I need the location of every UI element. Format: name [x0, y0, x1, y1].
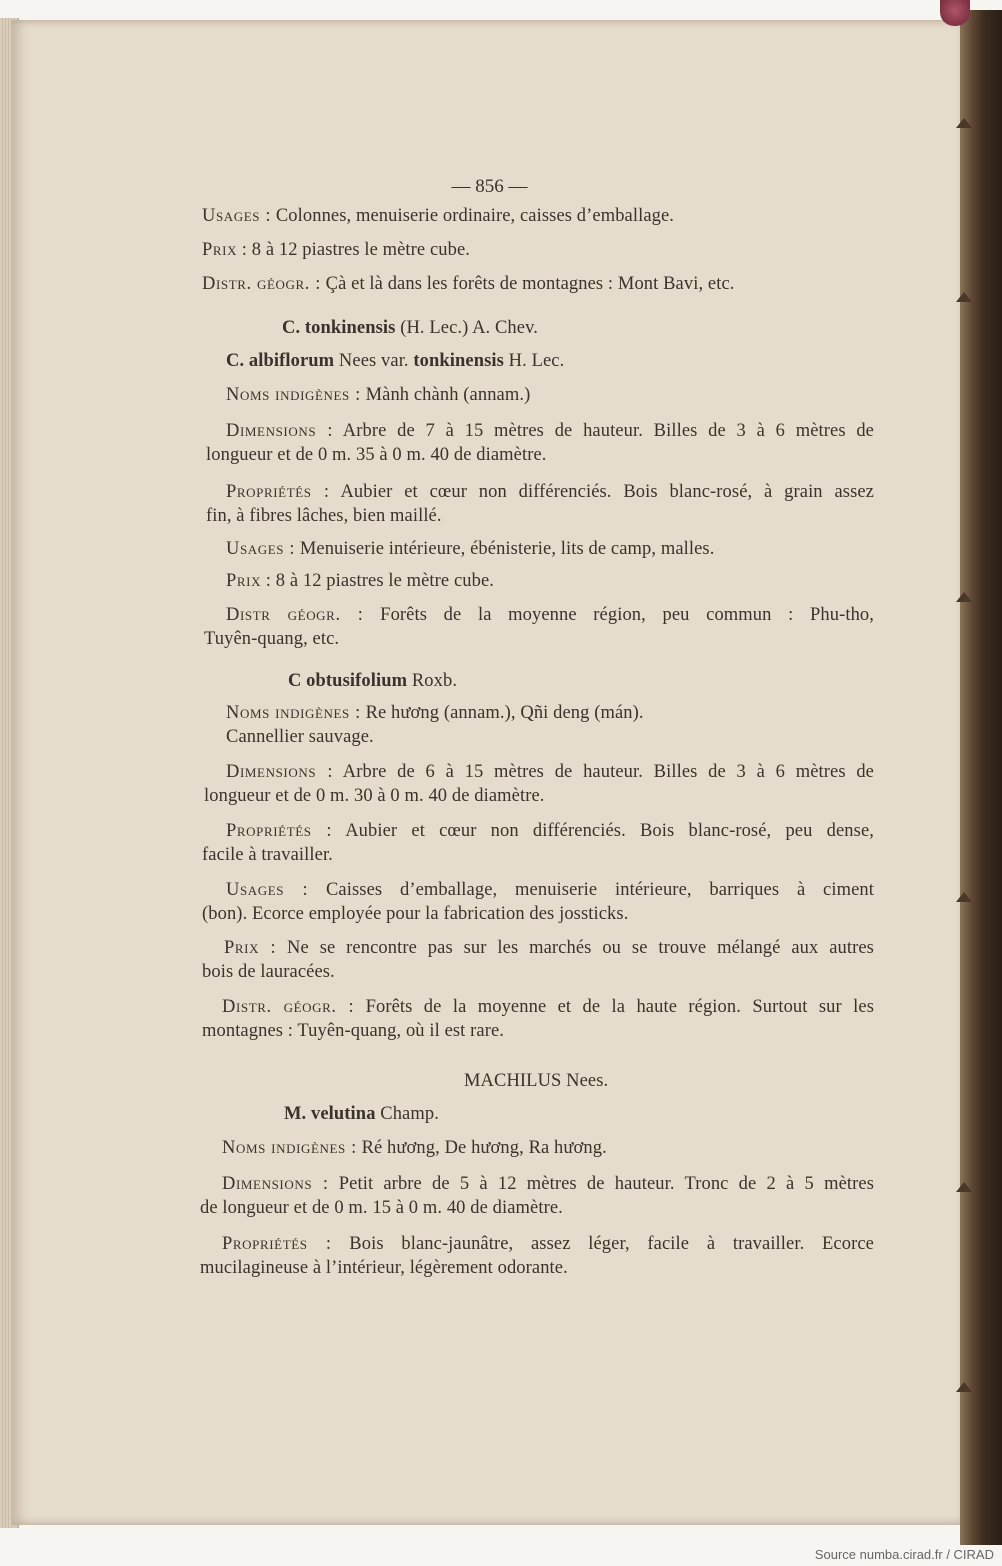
text-line: Prix : 8 à 12 piastres le mètre cube.: [202, 240, 471, 260]
species-heading: M. velutina Champ.: [284, 1104, 439, 1124]
book-page: [12, 20, 967, 1525]
book-spine: [960, 10, 1002, 1545]
text-line: longueur et de 0 m. 35 à 0 m. 40 de diamètre.: [206, 445, 547, 465]
text-line: Propriétés : Aubier et cœur non différenciés. Bois blanc-rosé, à grain assez: [226, 482, 874, 502]
ribbon-bookmark: [940, 0, 970, 26]
page-number: — 856 —: [451, 176, 528, 197]
tab-notch: [956, 892, 972, 902]
text-line: Usages : Menuiserie intérieure, ébénisterie, lits de camp, malles.: [226, 539, 715, 559]
tab-notch: [956, 592, 972, 602]
text-line: Tuyên-quang, etc.: [204, 629, 340, 649]
text-line: montagnes : Tuyên-quang, où il est rare.: [202, 1021, 505, 1041]
source-credit: Source numba.cirad.fr / CIRAD: [814, 1547, 994, 1562]
tab-notch: [956, 1382, 972, 1392]
text-line: Usages : Caisses d’emballage, menuiserie intérieure, barriques à ciment: [226, 880, 874, 900]
text-line: Distr. géogr. : Forêts de la moyenne et de la haute région. Surtout sur les: [222, 997, 874, 1017]
text-line: Noms indigènes : Ré hương, De hương, Ra hương.: [222, 1138, 607, 1158]
text-line: (bon). Ecorce employée pour la fabrication des jossticks.: [202, 904, 629, 924]
text-line: bois de lauracées.: [202, 962, 335, 982]
text-line: Dimensions : Arbre de 6 à 15 mètres de hauteur. Billes de 3 à 6 mètres de: [226, 762, 874, 782]
text-line: longueur et de 0 m. 30 à 0 m. 40 de diamètre.: [204, 786, 545, 806]
text-line: fin, à fibres lâches, bien maillé.: [206, 506, 442, 526]
species-heading: C. tonkinensis (H. Lec.) A. Chev.: [282, 318, 538, 338]
text-line: Propriétés : Aubier et cœur non différenciés. Bois blanc-rosé, peu dense,: [226, 821, 874, 841]
text-line: facile à travailler.: [202, 845, 333, 865]
text-line: Noms indigènes : Re hương (annam.), Qñi deng (mán).: [226, 703, 644, 723]
tab-notch: [956, 118, 972, 128]
text-line: Cannellier sauvage.: [226, 727, 374, 747]
text-line: Propriétés : Bois blanc-jaunâtre, assez léger, facile à travailler. Ecorce: [222, 1234, 874, 1254]
text-line: Prix : 8 à 12 piastres le mètre cube.: [226, 571, 495, 591]
text-line: Distr. géogr. : Çà et là dans les forêts de montagnes : Mont Bavi, etc.: [202, 274, 735, 294]
species-synonym: C. albiflorum Nees var. tonkinensis H. Lec.: [226, 351, 565, 371]
text-line: Dimensions : Petit arbre de 5 à 12 mètres de hauteur. Tronc de 2 à 5 mètres: [222, 1174, 874, 1194]
text-line: mucilagineuse à l’intérieur, légèrement odorante.: [200, 1258, 568, 1278]
tab-notch: [956, 292, 972, 302]
text-line: Usages : Colonnes, menuiserie ordinaire, caisses d’emballage.: [202, 206, 675, 226]
text-line: Prix : Ne se rencontre pas sur les marchés ou se trouve mélangé aux autres: [224, 938, 874, 958]
genus-heading: MACHILUS Nees.: [464, 1071, 609, 1091]
text-line: Dimensions : Arbre de 7 à 15 mètres de hauteur. Billes de 3 à 6 mètres de: [226, 421, 874, 441]
species-heading: C obtusifolium Roxb.: [288, 671, 458, 691]
text-line: Distr géogr. : Forêts de la moyenne région, peu commun : Phu-tho,: [226, 605, 874, 625]
text-line: Noms indigènes : Mành chành (annam.): [226, 385, 531, 405]
text-line: de longueur et de 0 m. 15 à 0 m. 40 de diamètre.: [200, 1198, 563, 1218]
tab-notch: [956, 1182, 972, 1192]
